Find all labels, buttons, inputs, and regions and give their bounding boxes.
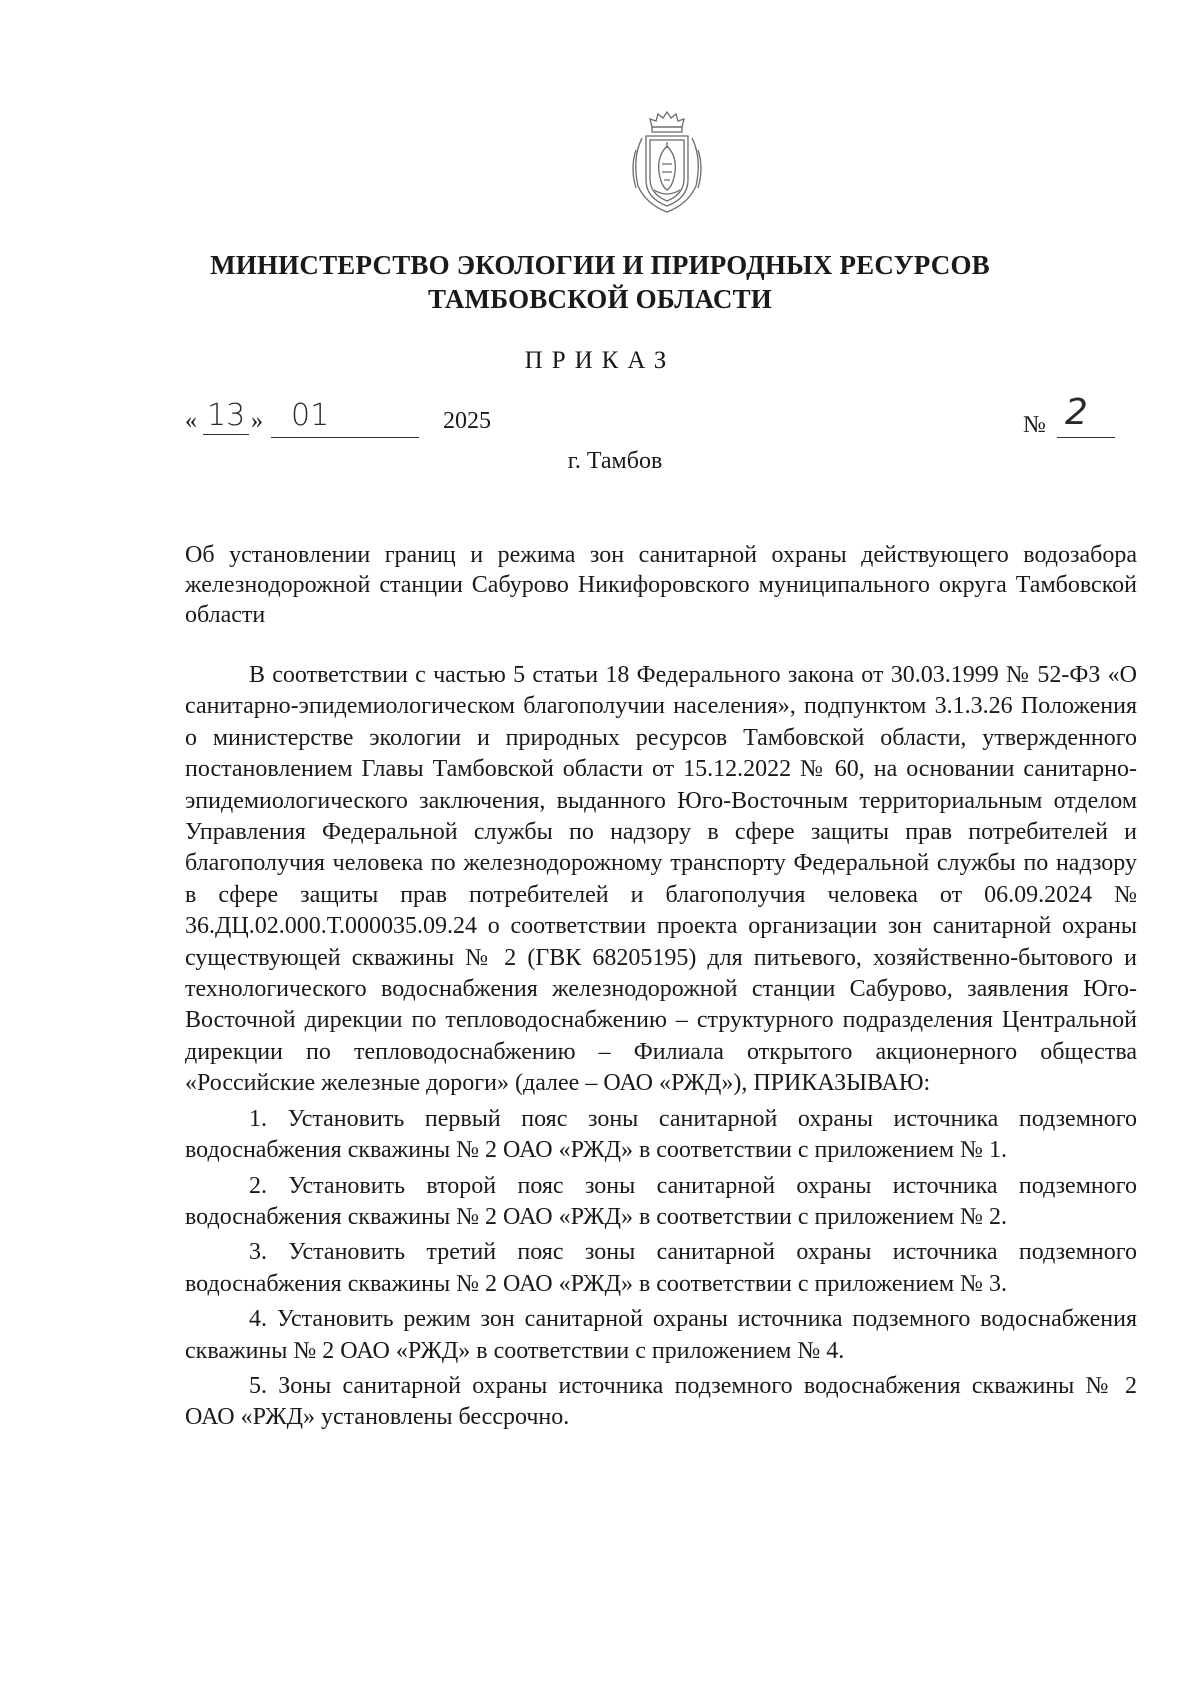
preamble-paragraph: В соответствии с частью 5 статьи 18 Федерального закона от 30.03.1999 № 52-ФЗ «О санитарно-эпидемиологическом благополучии населения», подпунктом 3.1.3.26 Положения о министерстве экологии и природных ресурсов Тамбовской области, утвержденного постановлением Главы Тамбовской области от 15.12.2022 № 60, на основании санитарно-эпидемиологического заключения, выданного Юго-Восточным территориальным отделом Управления Федеральной службы по надзору в сфере защиты прав потребителей и благополучия человека по железнодорожному транспорту Федеральной службы по надзору в сфере защиты прав потребителей и благополучия человека от 06.09.2024 № 36.ДЦ.02.000.Т.000035.09.24 о соответствии проекта организации зон санитарной охраны существующей скважины № 2 (ГВК 68205195) для питьевого, хозяйственно-бытового и технологического водоснабжения железнодорожной станции Сабурово, заявления Юго-Восточной дирекции по тепловодоснабжению – структурного подразделения Центральной дирекции по тепловодоснабжению – Филиала открытого акционерного общества «Российские железные дороги» (далее – ОАО «РЖД»), ПРИКАЗЫВАЮ: xyxy=(185,662,1137,1097)
date-number-line xyxy=(185,392,1135,444)
date-day: 13 xyxy=(207,398,246,433)
date-year: 2025 xyxy=(443,408,491,434)
order-subject: Об установлении границ и режима зон санитарной охраны действующего водозабора железнодорожной станции Сабурово Никифоровского муниципального округа Тамбовской области xyxy=(185,542,1137,628)
date-close-quote: » xyxy=(251,408,263,434)
order-body xyxy=(185,660,1137,1434)
order-number-label: № xyxy=(1023,412,1046,438)
date-month: 01 xyxy=(291,398,330,433)
city: г. Тамбов xyxy=(567,448,663,474)
order-number: 2 xyxy=(1065,392,1088,433)
order-item-1: 1. Установить первый пояс зоны санитарной охраны источника подземного водоснабжения скважины № 2 ОАО «РЖД» в соответствии с приложением № 1. xyxy=(185,1105,1137,1164)
document-type-title: ПРИКАЗ xyxy=(524,347,676,374)
order-item-4: 4. Установить режим зон санитарной охраны источника подземного водоснабжения скважины № 2 ОАО «РЖД» в соответствии с приложением № 4. xyxy=(185,1306,1137,1364)
order-item-3: 3. Установить третий пояс зоны санитарной охраны источника подземного водоснабжения скважины № 2 ОАО «РЖД» в соответствии с приложением № 3. xyxy=(185,1239,1137,1297)
order-item-2: 2. Установить второй пояс зоны санитарной охраны источника подземного водоснабжения скважины № 2 ОАО «РЖД» в соответствии с приложением № 2. xyxy=(185,1172,1137,1230)
order-item-5: 5. Зоны санитарной охраны источника подземного водоснабжения скважины № 2 ОАО «РЖД» установлены бессрочно. xyxy=(185,1372,1137,1431)
day-underline xyxy=(203,434,249,435)
number-underline xyxy=(1057,437,1115,438)
tambov-coat-of-arms-icon xyxy=(624,108,710,218)
ministry-line-2: ТАМБОВСКОЙ ОБЛАСТИ xyxy=(427,284,773,314)
date-open-quote: « xyxy=(185,408,197,434)
month-underline xyxy=(271,437,419,438)
ministry-line-1: МИНИСТЕРСТВО ЭКОЛОГИИ И ПРИРОДНЫХ РЕСУРСОВ xyxy=(210,250,990,280)
ministry-name xyxy=(0,248,1200,316)
